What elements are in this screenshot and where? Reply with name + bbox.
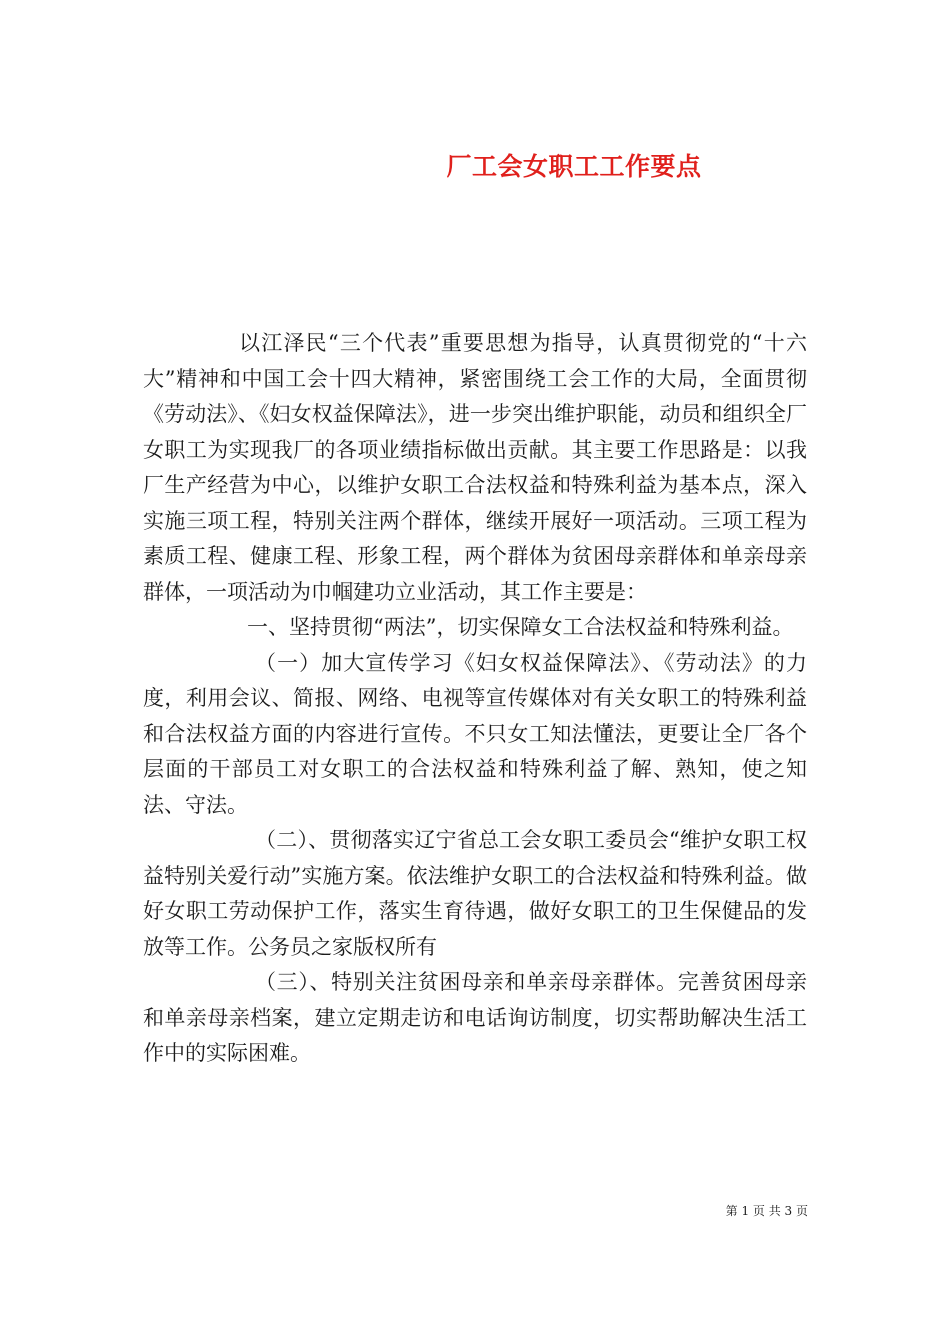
document-body bbox=[143, 326, 807, 1072]
section-heading-1: 一、坚持贯彻“两法”，切实保障女工合法权益和特殊利益。 bbox=[247, 615, 794, 639]
item-paragraph-2: （二）、贯彻落实辽宁省总工会女职工委员会“维护女职工权益特别关爱行动”实施方案。依法维护女职工的合法权益和特殊利益。做好女职工劳动保护工作，落实生育待遇，做好女职工的卫生保健品的发放等工作。公务员之家版权所有 bbox=[143, 828, 807, 959]
page-number-label: 第 1 页 共 3 页 bbox=[725, 1204, 808, 1218]
intro-paragraph: 以江泽民“三个代表”重要思想为指导，认真贯彻党的“十六大”精神和中国工会十四大精神，紧密围绕工会工作的大局，全面贯彻《劳动法》、《妇女权益保障法》，进一步突出维护职能，动员和组织全厂女职工为实现我厂的各项业绩指标做出贡献。其主要工作思路是：以我厂生产经营为中心，以维护女职工合法权益和特殊利益为基本点，深入实施三项工程，特别关注两个群体，继续开展好一项活动。三项工程为素质工程、健康工程、形象工程，两个群体为贫困母亲群体和单亲母亲群体，一项活动为巾帼建功立业活动，其工作主要是： bbox=[143, 331, 807, 604]
document-title: 厂工会女职工工作要点 bbox=[446, 151, 702, 181]
item-paragraph-1: （一）加大宣传学习《妇女权益保障法》、《劳动法》的力度，利用会议、简报、网络、电视等宣传媒体对有关女职工的特殊利益和合法权益方面的内容进行宣传。不只女工知法懂法，更要让全厂各个层面的干部员工对女职工的合法权益和特殊利益了解、熟知，使之知法、守法。 bbox=[143, 650, 807, 817]
item-paragraph-3: （三）、特别关注贫困母亲和单亲母亲群体。完善贫困母亲和单亲母亲档案，建立定期走访和电话询访制度，切实帮助解决生活工作中的实际困难。 bbox=[143, 970, 807, 1065]
page-footer bbox=[700, 1203, 808, 1219]
